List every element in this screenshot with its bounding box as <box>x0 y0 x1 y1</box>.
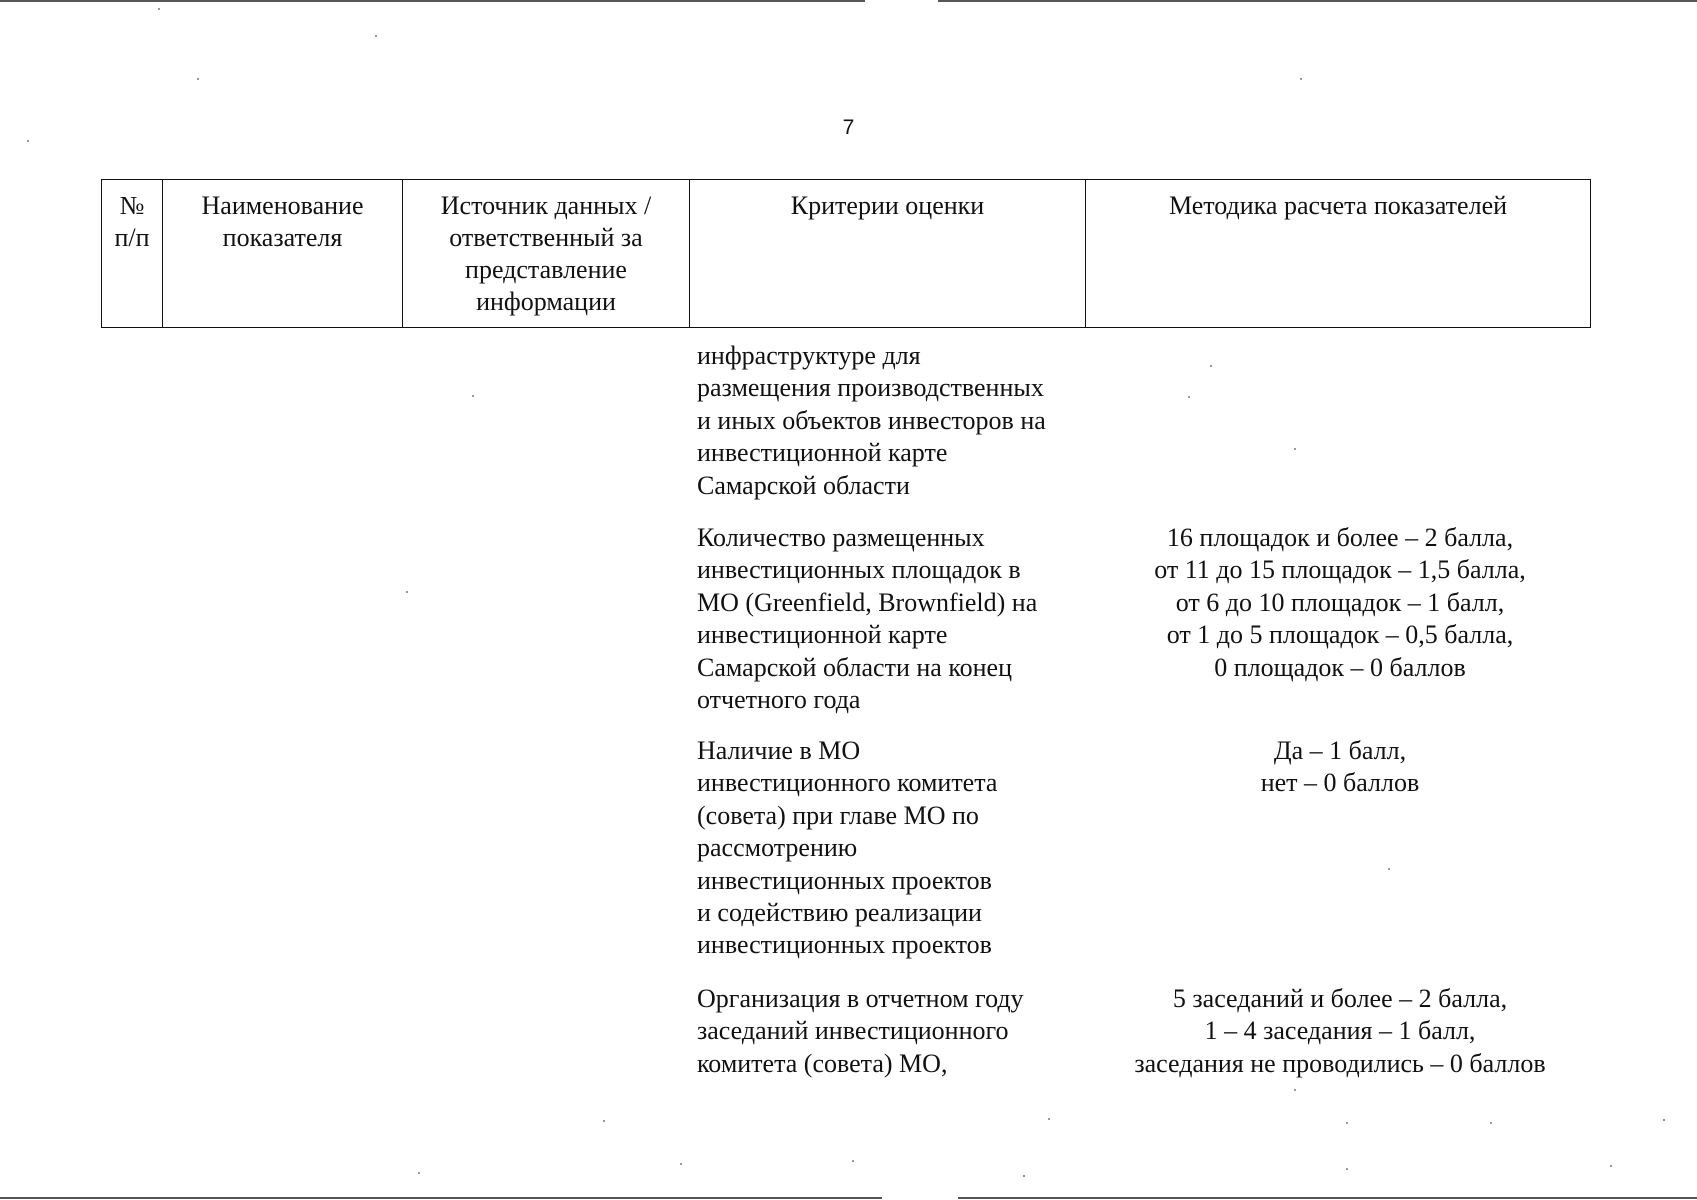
method-cell <box>1090 735 1590 800</box>
scan-speck <box>1346 1168 1348 1170</box>
scan-speck <box>158 8 160 10</box>
method-cell <box>1090 983 1590 1080</box>
scan-speck <box>603 1120 605 1122</box>
criteria-line: инвестиционного комитета <box>697 768 998 798</box>
criteria-line: инвестиционных площадок в <box>697 555 1021 585</box>
header-line: п/п <box>114 223 150 252</box>
criteria-line: инфраструктуре для <box>697 341 921 370</box>
scan-speck <box>1048 1118 1050 1120</box>
method-line: 16 площадок и более – 2 балла, <box>1166 523 1514 552</box>
scan-speck <box>1294 1089 1296 1091</box>
header-cell-number <box>102 180 163 327</box>
scan-speck <box>418 1172 420 1174</box>
criteria-cell <box>697 340 1087 502</box>
method-line: Да – 1 балл, <box>1273 736 1407 765</box>
criteria-line: инвестиционных проектов <box>697 865 992 895</box>
method-line: от 6 до 10 площадок – 1 балл, <box>1175 587 1505 617</box>
method-line: 0 площадок – 0 баллов <box>1214 652 1466 682</box>
criteria-line: (совета) при главе МО по <box>697 800 979 830</box>
header-cell-method <box>1086 180 1590 327</box>
criteria-line: инвестиционной карте <box>697 438 948 468</box>
criteria-cell <box>697 983 1087 1080</box>
header-line: представление <box>465 255 627 284</box>
scan-edge-top-right <box>938 0 1697 2</box>
scan-speck <box>375 35 377 37</box>
criteria-line: Самарской области на конец <box>697 652 1013 682</box>
header-cell-criteria <box>690 180 1086 327</box>
scan-speck <box>1023 1175 1025 1177</box>
header-line: № <box>119 191 145 220</box>
method-line: от 11 до 15 площадок – 1,5 балла, <box>1154 555 1526 585</box>
criteria-line: МО (Greenfield, Brownfield) на <box>697 587 1038 617</box>
criteria-cell <box>697 735 1087 962</box>
criteria-line: и содействию реализации <box>697 898 982 928</box>
method-line: 5 заседаний и более – 2 балла, <box>1172 984 1508 1013</box>
header-cell-data-source <box>403 180 690 327</box>
scan-speck <box>852 1160 854 1162</box>
criteria-line: инвестиционной карте <box>697 620 948 650</box>
scan-speck <box>1388 868 1390 870</box>
header-line: ответственный за <box>449 223 643 252</box>
table-header <box>101 179 1591 328</box>
method-line: нет – 0 баллов <box>1260 768 1420 798</box>
scan-speck <box>1210 365 1212 367</box>
criteria-line: и иных объектов инвесторов на <box>697 405 1046 435</box>
method-line: 1 – 4 заседания – 1 балл, <box>1204 1016 1476 1046</box>
scan-speck <box>197 78 199 80</box>
header-line: Методика расчета показателей <box>1168 191 1508 220</box>
criteria-line: Наличие в МО <box>697 736 861 765</box>
criteria-cell <box>697 522 1087 716</box>
header-line: показателя <box>222 223 343 252</box>
scan-speck <box>472 395 474 397</box>
criteria-line: Организация в отчетном году <box>697 984 1024 1013</box>
header-line: информации <box>476 287 616 316</box>
scan-speck <box>1300 78 1302 80</box>
header-line: Источник данных / <box>440 191 652 220</box>
scan-speck <box>680 1163 682 1165</box>
scan-speck <box>1663 1119 1665 1121</box>
header-cell-indicator-name <box>163 180 403 327</box>
header-line: Критерии оценки <box>790 191 985 220</box>
criteria-line: отчетного года <box>697 685 861 715</box>
scan-speck <box>406 591 408 593</box>
method-cell <box>1090 522 1590 684</box>
criteria-line: Количество размещенных <box>697 523 985 552</box>
criteria-line: заседаний инвестиционного <box>697 1016 1009 1046</box>
criteria-line: комитета (совета) МО, <box>697 1048 948 1078</box>
scan-speck <box>1188 396 1190 398</box>
scan-speck <box>27 140 29 142</box>
criteria-line: рассмотрению <box>697 833 858 863</box>
criteria-line: инвестиционных проектов <box>697 930 992 960</box>
scan-edge-top-left <box>0 0 865 2</box>
scan-speck <box>1346 1122 1348 1124</box>
scan-edge-bottom-left <box>0 1197 882 1199</box>
method-line: заседания не проводились – 0 баллов <box>1134 1048 1546 1078</box>
method-line: от 1 до 5 площадок – 0,5 балла, <box>1166 620 1514 650</box>
header-line: Наименование <box>201 191 364 220</box>
criteria-line: Самарской области <box>697 470 910 500</box>
scan-speck <box>1294 448 1296 450</box>
page-number: 7 <box>842 116 855 139</box>
scan-speck <box>1490 1122 1492 1124</box>
criteria-line: размещения производственных <box>697 373 1044 403</box>
scan-speck <box>1610 1165 1612 1167</box>
scan-edge-bottom-right <box>958 1197 1697 1199</box>
